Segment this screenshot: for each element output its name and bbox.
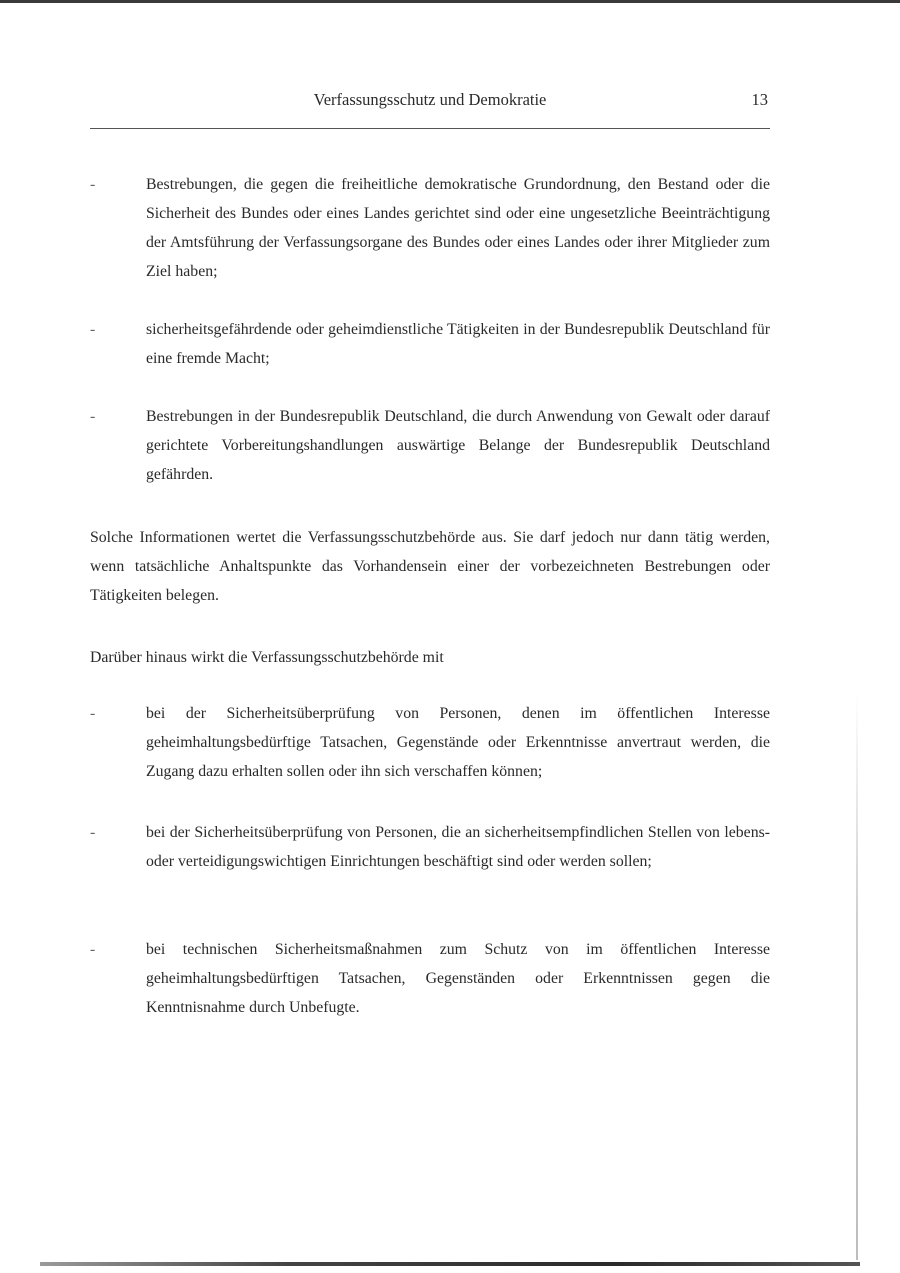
- list-item: [90, 315, 770, 373]
- list-item-text: Bestrebungen in der Bundesrepublik Deutschland, die durch Anwendung von Gewalt oder darauf gerichtete Vorbereitungshandlungen auswärtige Belange der Bundesrepublik Deutschland gefährden.: [146, 408, 770, 483]
- paragraph: Darüber hinaus wirkt die Verfassungsschutzbehörde mit: [90, 649, 444, 666]
- list-bullet: -: [90, 941, 96, 958]
- list-bullet: -: [90, 705, 96, 722]
- list-item-text: bei der Sicherheitsüberprüfung von Personen, denen im öffentlichen Interesse geheimhaltungsbedürftige Tatsachen, Gegenstände oder Erkenntnisse anvertraut werden, die Zugang dazu erhalten sollen oder ihn sich verschaffen können;: [146, 705, 770, 780]
- list-bullet: -: [90, 321, 96, 338]
- page-number: 13: [751, 90, 768, 109]
- page-header: [90, 90, 770, 116]
- scan-edge-shadow: [856, 690, 858, 1260]
- list-item: [90, 699, 770, 786]
- list-item: [90, 170, 770, 286]
- list-bullet: -: [90, 824, 96, 841]
- header-rule: [90, 128, 770, 129]
- paragraph: Solche Informationen wertet die Verfassungsschutzbehörde aus. Sie darf jedoch nur dann tätig werden, wenn tatsächliche Anhaltspunkte das Vorhandensein einer der vorbezeichneten Bestrebungen oder Tätigkeiten belegen.: [90, 529, 770, 604]
- list-item-text: bei technischen Sicherheitsmaßnahmen zum Schutz von im öffentlichen Interesse geheimhaltungsbedürftigen Tatsachen, Gegenständen oder Erkenntnissen gegen die Kenntnisnahme durch Unbefugte.: [146, 941, 770, 1016]
- list-item: [90, 818, 770, 876]
- list-item: [90, 402, 770, 489]
- list-item-text: sicherheitsgefährdende oder geheimdienstliche Tätigkeiten in der Bundesrepublik Deutschland für eine fremde Macht;: [146, 321, 770, 367]
- bottom-border: [40, 1262, 860, 1266]
- running-title: Verfassungsschutz und Demokratie: [313, 90, 547, 109]
- list-bullet: -: [90, 176, 96, 193]
- list-bullet: -: [90, 408, 96, 425]
- list-item-text: Bestrebungen, die gegen die freiheitliche demokratische Grundordnung, den Bestand oder die Sicherheit des Bundes oder eines Landes gerichtet sind oder eine ungesetzliche Beeinträchtigung der Amtsführung der Verfassungsorgane des Bundes oder eines Landes oder ihrer Mitglieder zum Ziel haben;: [146, 176, 770, 280]
- top-border: [0, 0, 900, 3]
- list-item: [90, 935, 770, 1022]
- list-item-text: bei der Sicherheitsüberprüfung von Personen, die an sicherheitsempfindlichen Stellen von lebens- oder verteidigungswichtigen Einrichtungen beschäftigt sind oder werden sollen;: [146, 824, 770, 870]
